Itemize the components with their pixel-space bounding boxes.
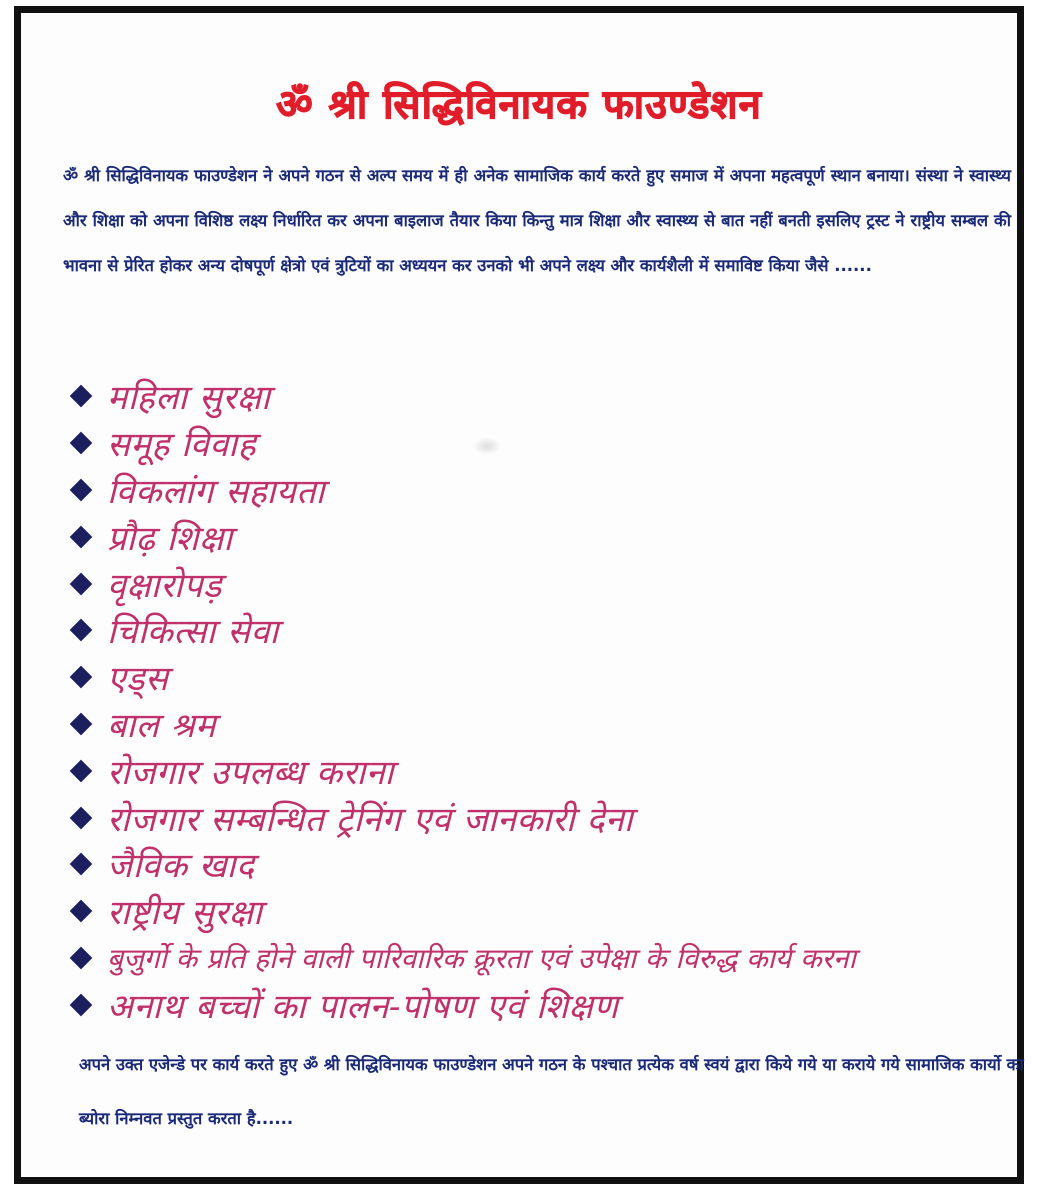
list-item-label: बाल श्रम bbox=[107, 705, 216, 746]
document-frame bbox=[14, 6, 1024, 1184]
list-item-label: रोजगार उपलब्ध कराना bbox=[107, 752, 394, 793]
diamond-bullet-icon bbox=[70, 806, 93, 829]
list-item bbox=[67, 373, 1042, 420]
list-item bbox=[67, 560, 1042, 607]
list-item bbox=[67, 420, 1042, 467]
list-item bbox=[67, 607, 1042, 654]
diamond-bullet-icon bbox=[70, 759, 93, 782]
list-item bbox=[67, 513, 1042, 560]
diamond-bullet-icon bbox=[70, 900, 93, 923]
list-item bbox=[67, 654, 1042, 701]
diamond-bullet-icon bbox=[70, 619, 93, 642]
list-item bbox=[67, 841, 1042, 888]
list-item bbox=[67, 981, 1042, 1028]
diamond-bullet-icon bbox=[70, 385, 93, 408]
list-item-label: विकलांग सहायता bbox=[107, 471, 325, 512]
list-item-label: राष्ट्रीय सुरक्षा bbox=[107, 893, 263, 934]
list-item bbox=[67, 701, 1042, 748]
list-item bbox=[67, 888, 1042, 935]
list-item-label: बुजुर्गो के प्रति होने वाली पारिवारिक क्रूरता एवं उपेक्षा के विरुद्ध कार्य करना bbox=[107, 941, 856, 975]
list-item-label: जैविक खाद bbox=[107, 846, 255, 887]
list-item-label: रोजगार सम्बन्धित ट्रेनिंग एवं जानकारी देना bbox=[107, 799, 634, 840]
list-item-label: चिकित्सा सेवा bbox=[107, 612, 279, 653]
diamond-bullet-icon bbox=[70, 525, 93, 548]
list-item bbox=[67, 467, 1042, 514]
closing-paragraph: अपने उक्त एजेन्डे पर कार्य करते हुए ॐ श्री सिद्धिविनायक फाउण्डेशन अपने गठन के पश्चात प्रत्येक वर्ष स्वयं द्वारा किये गये या कराये गये सामाजिक कार्यो का ब्योरा निम्नवत प्रस्तुत करता है...... bbox=[79, 1055, 1024, 1128]
list-item-label: एड्स bbox=[107, 659, 169, 700]
diamond-bullet-icon bbox=[70, 947, 93, 970]
page-title: ॐ श्री सिद्धिविनायक फाउण्डेशन bbox=[276, 82, 762, 128]
diamond-bullet-icon bbox=[70, 479, 93, 502]
intro-paragraph: ॐ श्री सिद्धिविनायक फाउण्डेशन ने अपने गठन से अल्प समय में ही अनेक सामाजिक कार्य करते हुए समाज में अपना महत्वपूर्ण स्थान बनाया। संस्था ने स्वास्थ्य और शिक्षा को अपना विशिष्ठ लक्ष्य निर्धारित कर अपना बाइलाज तैयार किया किन्तु मात्र शिक्षा और स्वास्थ्य से बात नहीं बनती इसलिए ट्रस्ट ने राष्ट्रीय सम्बल की भावना से प्रेरित होकर अन्य दोषपूर्ण क्षेत्रो एवं त्रुटियों का अध्ययन कर उनको भी अपने लक्ष्य और कार्यशैली में समाविष्ट किया जैसे ...... bbox=[63, 166, 1011, 275]
diamond-bullet-icon bbox=[70, 853, 93, 876]
list-item bbox=[67, 747, 1042, 794]
list-item bbox=[67, 935, 1042, 982]
list-item-label: प्रौढ़ शिक्षा bbox=[107, 518, 233, 559]
diamond-bullet-icon bbox=[70, 666, 93, 689]
list-item bbox=[67, 794, 1042, 841]
diamond-bullet-icon bbox=[70, 993, 93, 1016]
objectives-list bbox=[67, 373, 1042, 1028]
list-item-label: महिला सुरक्षा bbox=[107, 378, 271, 419]
diamond-bullet-icon bbox=[70, 432, 93, 455]
list-item-label: समूह विवाह bbox=[107, 425, 257, 466]
diamond-bullet-icon bbox=[70, 713, 93, 736]
diamond-bullet-icon bbox=[70, 572, 93, 595]
list-item-label: अनाथ बच्चों का पालन-पोषण एवं शिक्षण bbox=[107, 986, 619, 1027]
list-item-label: वृक्षारोपड़ bbox=[107, 565, 222, 606]
